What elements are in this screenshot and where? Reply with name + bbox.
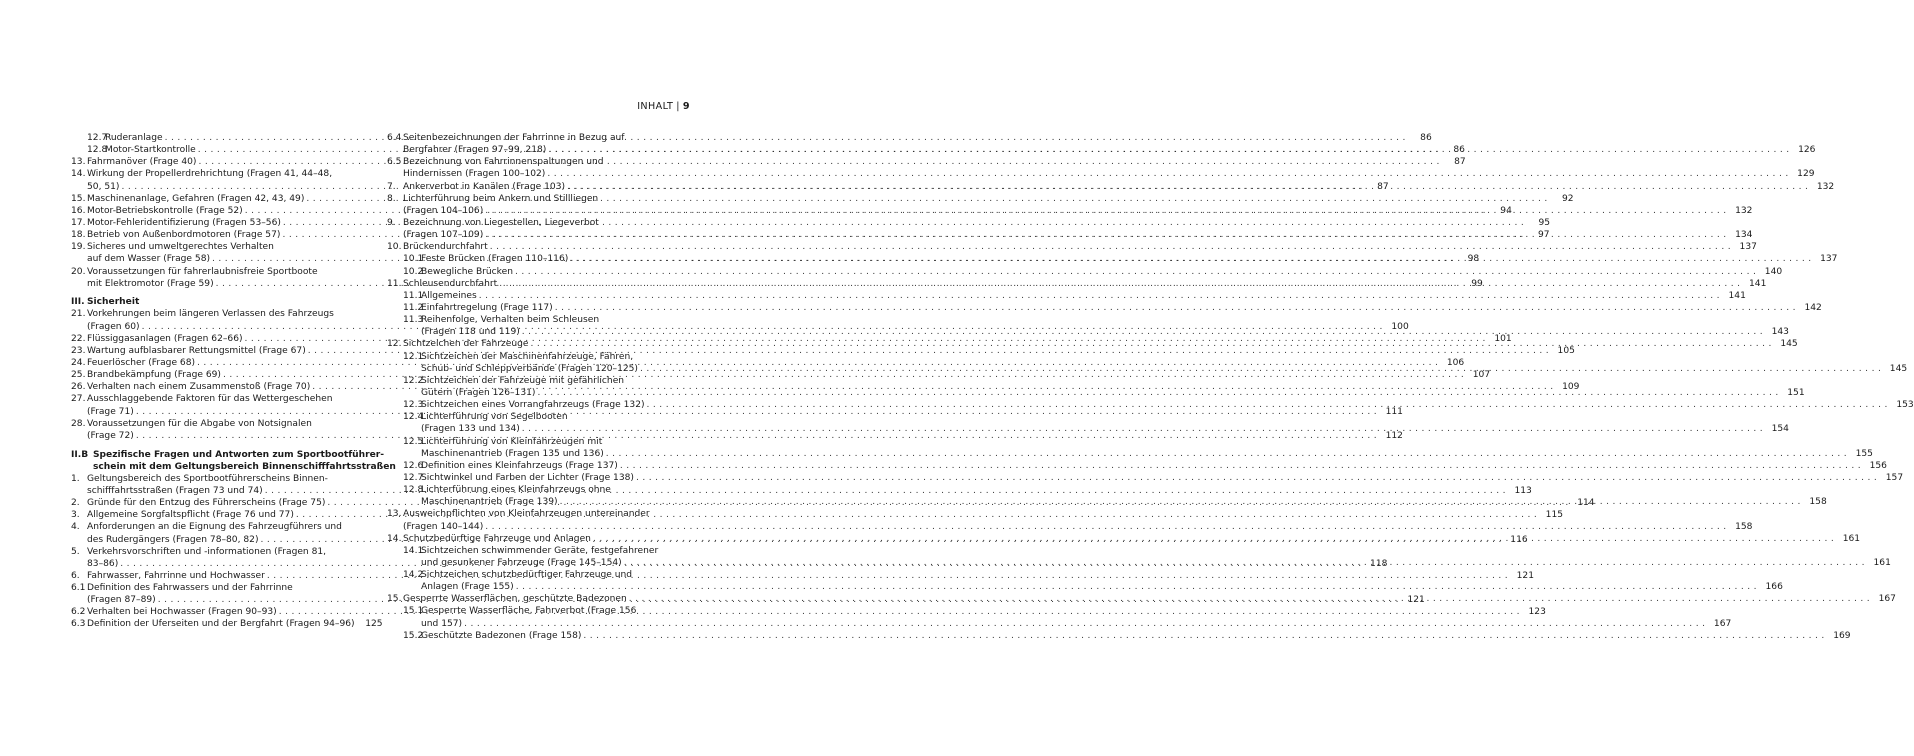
toc-entry-title: Bewegliche Brücken [421,266,513,277]
toc-entry-number: 3. [71,510,80,521]
toc-entry-page: 125 [365,619,383,630]
toc-entry-number: 21. [71,309,86,320]
toc-entry-title: Brückendurchfahrt [403,242,488,253]
toc-entry-page: 158 [1735,521,1753,532]
toc-entry[interactable] [71,618,383,630]
toc-entry-title: Motor-Startkontrolle [105,145,196,156]
toc-entry[interactable] [387,569,684,581]
toc-entry-number: 17. [71,217,86,228]
toc-entry-page: 113 [1514,485,1532,496]
dot-leader [520,423,1763,435]
toc-entry-page: 129 [1797,169,1815,180]
toc-entry-title: 50, 51) [87,181,120,192]
toc-entry[interactable] [387,132,684,144]
toc-entry-title: Anlagen (Frage 155) [421,582,514,593]
dot-leader [513,266,1756,278]
toc-entry-number: 11. [387,278,402,289]
toc-entry-number: 6.4 [387,133,402,143]
toc-entry-title: Gesperrte Wasserfläche, Fahrverbot (Frage 156 [421,606,637,617]
dot-leader [520,326,1763,338]
toc-entry[interactable] [71,241,367,253]
toc-entry[interactable] [71,418,367,430]
toc-entry-number: 4. [71,522,80,533]
toc-entry-page: 153 [1896,400,1914,411]
toc-entry-title: Voraussetzungen für fahrerlaubnisfreie Sportboote [87,266,318,277]
toc-entry-title: des Rudergängers (Fragen 78–80, 82) [87,534,259,545]
toc-entry-page: 101 [1494,333,1512,344]
header-title: INHALT [637,101,674,112]
toc-entry-title: mit Elektromotor (Frage 59) [87,278,214,289]
toc-entry-page: 97 [1538,230,1550,241]
toc-entry-number: 13. [387,509,402,520]
toc-entry-number: 18. [71,230,86,241]
toc-entry-page: 166 [1765,582,1783,593]
toc-entry-page: 156 [1869,460,1887,471]
toc-entry-page: 145 [1889,363,1908,374]
toc-entry[interactable] [71,393,367,405]
toc-entry-title: Ankerverbot in Kanälen (Frage 103) [403,181,566,192]
toc-entry[interactable] [387,521,1753,533]
toc-entry-number: 27. [71,394,86,405]
toc-entry[interactable] [71,473,367,485]
toc-entry-number: 22. [71,333,86,344]
dot-leader [546,144,1789,156]
dot-leader [514,581,1757,593]
toc-entry[interactable] [387,484,684,496]
toc-entry-page: 99 [1471,278,1483,289]
toc-entry-page: 141 [1728,290,1746,301]
toc-entry-title: (Fragen 87–89) [87,595,156,606]
toc-entry-title: Geltungsbereich des Sportbootführerscheins Binnen- [87,473,328,484]
toc-entry-title: Einfahrtregelung (Frage 117) [421,302,553,313]
toc-entry-title: Lichterführung von Kleinfahrzeugen mit [421,436,603,447]
toc-entry-title: Sicherheit [87,297,140,308]
dot-leader [645,399,1888,411]
dot-leader [558,496,1801,508]
toc-entry-title: Verhalten nach einem Zusammenstoß (Frage 70) [87,382,311,393]
toc-entry-number: 12.2 [403,375,424,386]
toc-entry-title: Maschinenantrieb (Frage 139) [421,497,558,508]
toc-entry-title: und 157) [421,618,463,629]
toc-entry-page: 121 [1516,570,1534,581]
toc-entry-title: Voraussetzungen für die Abgabe von Notsignalen [87,418,312,429]
toc-entry-page: 94 [1500,205,1512,216]
toc-entry-number: 14.2 [403,570,424,581]
toc-entry-page: 95 [1538,217,1551,228]
toc-entry[interactable] [387,168,1815,180]
toc-entry-title: (Fragen 107–109) [403,230,484,241]
toc-entry-page: 169 [1833,630,1851,641]
toc-entry-number: 12.3 [403,400,424,411]
toc-entry[interactable] [71,521,367,533]
toc-entry-page: 143 [1771,327,1789,338]
toc-entry-page: 126 [1798,145,1816,156]
toc-entry[interactable] [71,546,367,558]
header-page-number: 9 [682,101,690,112]
toc-entry-number: 24. [71,358,86,369]
toc-entry-page: 167 [1878,594,1896,605]
toc-entry-number: 16. [71,205,86,216]
toc-entry-title: Schleusendurchfahrt [403,278,498,289]
toc-entry-number: 12.7 [87,133,108,143]
toc-entry[interactable] [387,314,684,326]
toc-entry-page: 137 [1739,242,1757,253]
toc-entry-page: 137 [1820,254,1838,265]
toc-entry[interactable] [387,436,684,448]
running-header [637,101,690,112]
toc-entry-title: Seitenbezeichnungen der Fahrrinne in Bezug auf [403,133,625,143]
toc-entry-number: 15. [387,594,402,605]
toc-entry-title: (Fragen 133 und 134) [421,424,520,435]
toc-entry[interactable] [387,193,684,205]
toc-entry-page: 167 [1713,618,1732,629]
toc-entry[interactable] [387,448,1873,460]
toc-entry-number: 14. [387,533,402,544]
toc-entry-title: Maschinenanlage, Gefahren (Fragen 42, 43, 49) [87,193,305,204]
toc-entry-title: Hindernissen (Fragen 100–102) [403,169,546,180]
toc-entry-number: 5. [71,546,80,557]
toc-entry-title: Bergfahrer (Fragen 97–99, 218) [403,145,547,156]
toc-entry-page: 132 [1816,181,1835,192]
toc-entry-title: Wirkung der Propellerdrehrichtung (Fragen 41, 44–48, [87,169,333,180]
toc-entry-page: 140 [1764,266,1783,277]
toc-entry-title: Sicheres und umweltgerechtes Verhalten [87,242,274,253]
toc-entry-page: 116 [1510,534,1528,545]
toc-entry-title: Allgemeine Sorgfaltspflicht (Frage 76 und 77) [87,510,294,521]
toc-entry[interactable] [71,266,367,278]
toc-entry-number: 6.1 [71,583,86,594]
toc-entry-number: 7. [387,181,396,192]
dot-leader [622,557,1865,569]
toc-entry[interactable] [387,302,1822,314]
toc-entry-page: 123 [1528,607,1546,618]
toc-entry-title: Verkehrsvorschriften und -informationen (Fragen 81, [87,546,327,557]
dot-leader [483,205,1726,217]
dot-leader [627,593,1870,605]
toc-entry-title: (Fragen 60) [87,321,140,332]
toc-entry-title: Definition des Fahrwassers und der Fahrrinne [87,583,293,594]
toc-entry-page: 86 [1453,145,1465,156]
toc-entry-title: Feste Brücken (Fragen 110–116) [421,254,569,265]
toc-entry-number: 9. [387,217,396,228]
toc-entry-page: 161 [1842,533,1861,544]
toc-entry-title: Sichtzeichen der Fahrzeuge mit gefährlichen [421,375,625,386]
toc-entry-title: Spezifische Fragen und Antworten zum Sportbootführer- [93,449,385,460]
toc-entry-page: 141 [1749,278,1767,289]
toc-entry-page: 134 [1735,230,1753,241]
dot-leader [196,156,1439,168]
toc-entry-page: 161 [1873,557,1891,568]
toc-entry-page: 118 [1370,558,1388,569]
toc-entry-number: 12.7 [403,472,424,483]
toc-entry-page: 114 [1577,498,1595,509]
toc-entry-title: Sichtwinkel und Farben der Lichter (Frage 138) [421,472,634,483]
toc-entry-page: 87 [1454,157,1466,168]
toc-entry[interactable] [387,460,1887,472]
toc-entry-number: 23. [71,345,86,356]
toc-entry-number: 11.2 [403,302,424,313]
toc-entry-page: 106 [1446,358,1465,369]
toc-entry-title: Definition eines Kleinfahrzeugs (Frage 137) [421,460,618,471]
toc-entry-title: (Frage 71) [87,406,134,417]
dot-leader [638,363,1881,375]
header-separator: | [676,101,680,112]
toc-entry-number: 25. [71,370,86,381]
toc-entry-title: Geschützte Badezonen (Frage 158) [421,630,582,641]
toc-entry[interactable] [387,290,1746,302]
toc-entry-page: 151 [1787,387,1805,398]
toc-entry-page: 111 [1385,406,1403,417]
toc-entry-title: (Frage 72) [87,430,134,441]
toc-entry-number: 10.2 [403,266,424,277]
toc-entry-title: Maschinenantrieb (Fragen 135 und 136) [421,448,604,459]
toc-entry-page: 105 [1557,345,1575,356]
toc-entry-title: 83–86) [87,558,119,569]
toc-entry-page: 92 [1561,193,1574,204]
toc-entry-number: 1. [71,473,80,484]
dot-leader [497,278,1740,290]
toc-entry-title: Sichtzeichen der Maschinenfahrzeuge, Fähren, [421,351,634,362]
dot-leader [483,229,1726,241]
toc-entry-number: 15. [71,193,86,204]
toc-entry-title: Flüssiggasanlagen (Fragen 62–66) [87,333,243,344]
toc-entry-page: 145 [1780,339,1798,350]
dot-leader [553,302,1796,314]
toc-entry-title: und gesunkener Fahrzeuge (Frage 145–154) [421,557,622,568]
toc-entry-title: Anforderungen an die Eignung des Fahrzeugführers und [87,522,342,533]
toc-entry[interactable] [387,351,684,363]
toc-entry-title: Gesperrte Wasserflächen, geschützte Badezonen [403,594,627,605]
toc-entry-title: Definition der Uferseiten und der Bergfahrt (Fragen 94–96) [87,619,355,630]
toc-entry-number: III. [71,297,85,308]
toc-entry-title: Lichterführung beim Ankern und Stillliegen [403,193,599,204]
toc-entry-title: Sichtzeichen schutzbedürftiger Fahrzeuge und [421,570,633,581]
toc-entry-number: 8. [387,193,396,204]
toc-entry-page: 132 [1735,205,1753,216]
toc-entry[interactable] [387,399,1914,411]
toc-entry[interactable] [387,217,684,229]
toc-entry-number: 14.1 [403,545,424,556]
toc-entry[interactable] [387,605,684,617]
toc-entry-number: 12.6 [403,460,424,471]
toc-entry[interactable] [71,449,385,461]
toc-entry-title: Bezeichnung von Fahrrinnenspaltungen und [403,157,604,168]
toc-entry[interactable] [387,581,1783,593]
dot-leader [634,472,1877,484]
toc-entry-title: Verhalten bei Hochwasser (Fragen 90–93) [87,607,277,618]
toc-entry-title: Fahrmanöver (Frage 40) [87,157,197,168]
toc-entry[interactable] [387,630,1851,642]
toc-entry[interactable] [387,423,1789,435]
toc-entry[interactable] [387,375,684,387]
dot-leader [462,618,1705,630]
toc-entry-title: Schub- und Schleppverbände (Fragen 120–125) [421,363,638,374]
dot-leader [529,338,1772,350]
toc-entry-page: 154 [1771,424,1789,435]
toc-entry[interactable] [387,545,684,557]
toc-entry-title: (Fragen 140–144) [403,521,484,532]
toc-entry[interactable] [387,241,1757,253]
toc-entry-number: 10.1 [403,254,424,265]
toc-entry-title: Brandbekämpfung (Frage 69) [87,370,221,381]
toc-entry-page: 157 [1885,472,1904,483]
toc-entry-number: 6.2 [71,607,86,618]
toc-entry-page: 115 [1545,510,1564,521]
toc-entry-page: 155 [1855,448,1873,459]
toc-entry-number: 13. [71,157,86,168]
toc-entry-title: Fahrwasser, Fahrrinne und Hochwasser [87,570,265,581]
toc-entry-title: Schutzbedürftige Fahrzeuge und Anlagen [403,533,591,544]
toc-entry-title: Ruderanlage [105,133,163,143]
toc-entry[interactable] [387,618,1732,630]
toc-entry-number: II.B [71,449,89,460]
toc-entry-title: schein mit dem Geltungsbereich Binnenschifffahrtsstraßen [93,461,396,472]
toc-entry-title: Wartung aufblasbarer Rettungsmittel (Frage 67) [87,345,306,356]
toc-entry-title: Bezeichnung von Liegestellen, Liegeverbot [403,217,599,228]
toc-entry-page: 158 [1809,497,1827,508]
toc-entry-number: 6.3 [71,619,86,630]
toc-entry[interactable] [387,508,684,520]
toc-entry-title: Allgemeines [421,290,477,301]
dot-leader [604,448,1847,460]
toc-entry-title: Vorkehrungen beim längeren Verlassen des Fahrzeugs [87,309,334,320]
toc-entry-title: Betrieb von Außenbordmotoren (Frage 57) [87,230,281,241]
toc-entry[interactable] [387,411,684,423]
dot-leader [565,181,1808,193]
toc-entry[interactable] [71,308,367,320]
toc-entry-title: auf dem Wasser (Frage 58) [87,254,211,265]
dot-leader [477,290,1720,302]
toc-entry-page: 98 [1467,254,1480,265]
toc-entry-number: 20. [71,266,86,277]
dot-leader [545,168,1788,180]
toc-entry-title: schifffahrtsstraßen (Fragen 73 und 74) [87,485,263,496]
toc-entry-title: Ausschlaggebende Faktoren für das Wettergeschehen [87,394,333,405]
toc-entry-number: 12.4 [403,412,424,423]
toc-entry-title: Sichtzeichen der Fahrzeuge [403,339,529,350]
toc-entry-number: 12.5 [403,436,424,447]
toc-entry-page: 112 [1385,430,1403,441]
toc-entry-title: Reihenfolge, Verhalten beim Schleusen [421,315,600,326]
dot-leader [535,387,1778,399]
toc-entry-number: 12.8 [403,485,424,496]
toc-entry-title: Sichtzeichen schwimmender Geräte, festgefahrener [421,545,659,556]
dot-leader [483,521,1726,533]
toc-entry[interactable] [71,461,396,473]
dot-leader [568,253,1811,265]
toc-entry-number: 28. [71,418,86,429]
toc-entry-number: 2. [71,498,80,509]
toc-entry-title: Motor-Betriebskontrolle (Frage 52) [87,205,243,216]
toc-entry-page: 142 [1804,302,1822,313]
toc-entry[interactable] [71,168,367,180]
toc-entry-number: 11.3 [403,315,424,326]
toc-entry-number: 12. [387,339,402,350]
toc-entry-title: Feuerlöscher (Frage 68) [87,358,196,369]
toc-entry-number: 15.1 [403,606,424,617]
toc-entry-number: 10. [387,242,402,253]
toc-entry-title: (Fragen 104–106) [403,205,484,216]
toc-entry-number: 6.5 [387,157,402,168]
toc-entry-number: 6. [71,570,80,581]
dot-leader [618,460,1861,472]
toc-entry-title: Ausweichpflichten von Kleinfahrzeugen untereinander [403,509,650,520]
toc-entry-page: 100 [1391,321,1409,332]
dot-leader [488,241,1731,253]
toc-entry-number: 15.2 [403,630,424,641]
toc-entry-number: 12.1 [403,351,424,362]
toc-entry-page: 109 [1562,382,1580,393]
toc-entry-title: Motor-Fehleridentifizierung (Fragen 53–56) [87,217,281,228]
toc-entry-title: Sichtzeichen eines Vorrangfahrzeugs (Frage 132) [421,400,645,411]
toc-entry-page: 121 [1407,595,1425,606]
toc-entry-title: (Fragen 118 und 119) [421,327,520,338]
toc-entry-page: 87 [1377,181,1389,192]
dot-leader [581,630,1824,642]
toc-entry[interactable] [71,296,367,308]
toc-entry-page: 86 [1420,133,1432,143]
dot-leader [591,533,1834,545]
toc-entry-number: 26. [71,382,86,393]
toc-entry[interactable] [387,156,684,168]
toc-entry-number: 14. [71,169,86,180]
dot-leader [163,132,1406,144]
toc-entry-title: Lichterführung eines Kleinfahrzeugs ohne [421,485,611,496]
toc-entry-title: Gründe für den Entzug des Führerscheins (Frage 75) [87,498,326,509]
toc-entry[interactable] [387,266,1783,278]
toc-entry-title: Lichterführung von Segelbooten [421,412,568,423]
toc-entry-number: 19. [71,242,86,253]
toc-entry-number: 11.1 [403,290,424,301]
toc-entry[interactable] [387,472,1904,484]
toc-entry-number: 12.8 [87,145,108,156]
toc-entry-page: 107 [1472,370,1491,381]
toc-entry-title: Gütern (Fragen 126–131) [421,387,536,398]
toc-entry[interactable] [71,582,367,594]
